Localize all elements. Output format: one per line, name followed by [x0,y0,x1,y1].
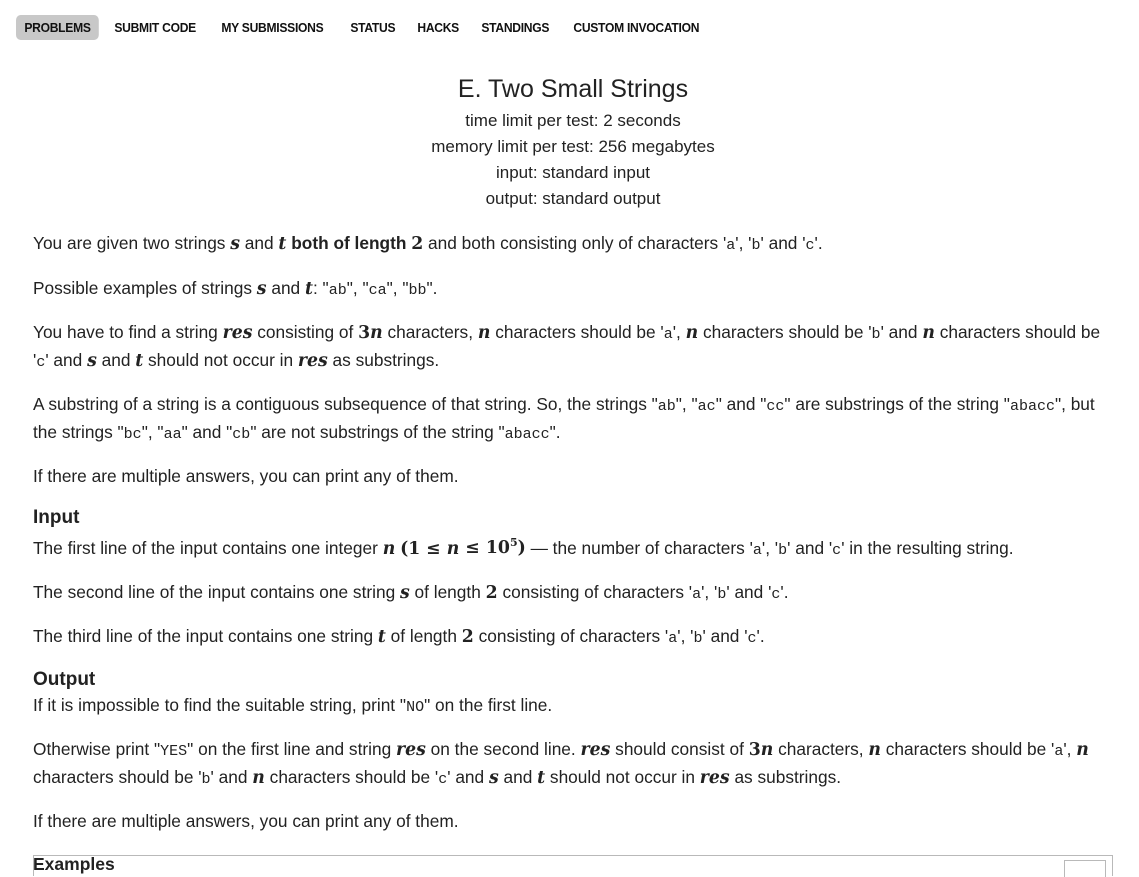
problem-limits [33,108,1113,212]
output-file: output: standard output [485,189,661,208]
input-paragraph: The third line of the input contains one string t of length 2 consisting of characters 'a', 'b' and 'c'. [33,626,765,648]
nav-standings[interactable]: STANDINGS [481,20,549,35]
copy-button[interactable] [1064,860,1106,877]
input-heading: Input [33,506,80,528]
output-paragraph: Otherwise print "YES" on the first line and string res on the second line. res should consist of 3n characters, n characters should be 'a', n characters should be 'b' and n characters should be 'c' and s and t should not occur in res as substrings. [33,739,1089,788]
output-heading: Output [33,668,96,690]
input-paragraph: The second line of the input contains one string s of length 2 consisting of characters 'a', 'b' and 'c'. [33,581,789,603]
statement-paragraph: You have to find a string res consisting of 3n characters, n characters should be 'a', n characters should be 'b' and n characters should be 'c' and s and t should not occur in res as substrings. [33,322,1101,371]
output-paragraph: If there are multiple answers, you can print any of them. [33,811,459,832]
statement-paragraph: A substring of a string is a contiguous subsequence of that string. So, the strings "ab", "ac" and "cc" are substrings of the string "abacc", but the strings "bc", "aa" and "cb" are not substrings of the string "abacc". [33,394,1095,443]
memory-limit: memory limit per test: 256 megabytes [431,137,715,156]
time-limit: time limit per test: 2 seconds [465,111,681,130]
input-file: input: standard input [495,163,651,182]
statement-paragraph: Possible examples of strings s and t: "ab", "ca", "bb". [33,277,438,299]
problem-title: E. Two Small Strings [457,75,689,103]
output-paragraph: If it is impossible to find the suitable string, print "NO" on the first line. [33,694,553,716]
problem-statement [33,60,1113,875]
nav-problems[interactable]: PROBLEMS [16,15,99,40]
nav-submit-code[interactable]: SUBMIT CODE [114,20,197,35]
statement-paragraph: If there are multiple answers, you can print any of them. [33,466,459,486]
nav-custom-invocation[interactable]: CUSTOM INVOCATION [572,20,699,35]
example-box [33,855,1113,876]
nav-my-submissions[interactable]: MY SUBMISSIONS [221,20,324,35]
examples-heading: Examples [33,853,115,874]
top-nav [16,15,719,40]
statement-paragraph: You are given two strings s and t both of length 2 and both consisting only of characters 'a', 'b' and 'c'. [33,233,823,254]
nav-status[interactable]: STATUS [350,20,395,35]
nav-hacks[interactable]: HACKS [417,20,459,35]
input-paragraph: The first line of the input contains one integer n $(1 \le n \le 10^5)$ — the number of characters 'a', 'b' and 'c' in the resulting string. [33,536,1014,559]
